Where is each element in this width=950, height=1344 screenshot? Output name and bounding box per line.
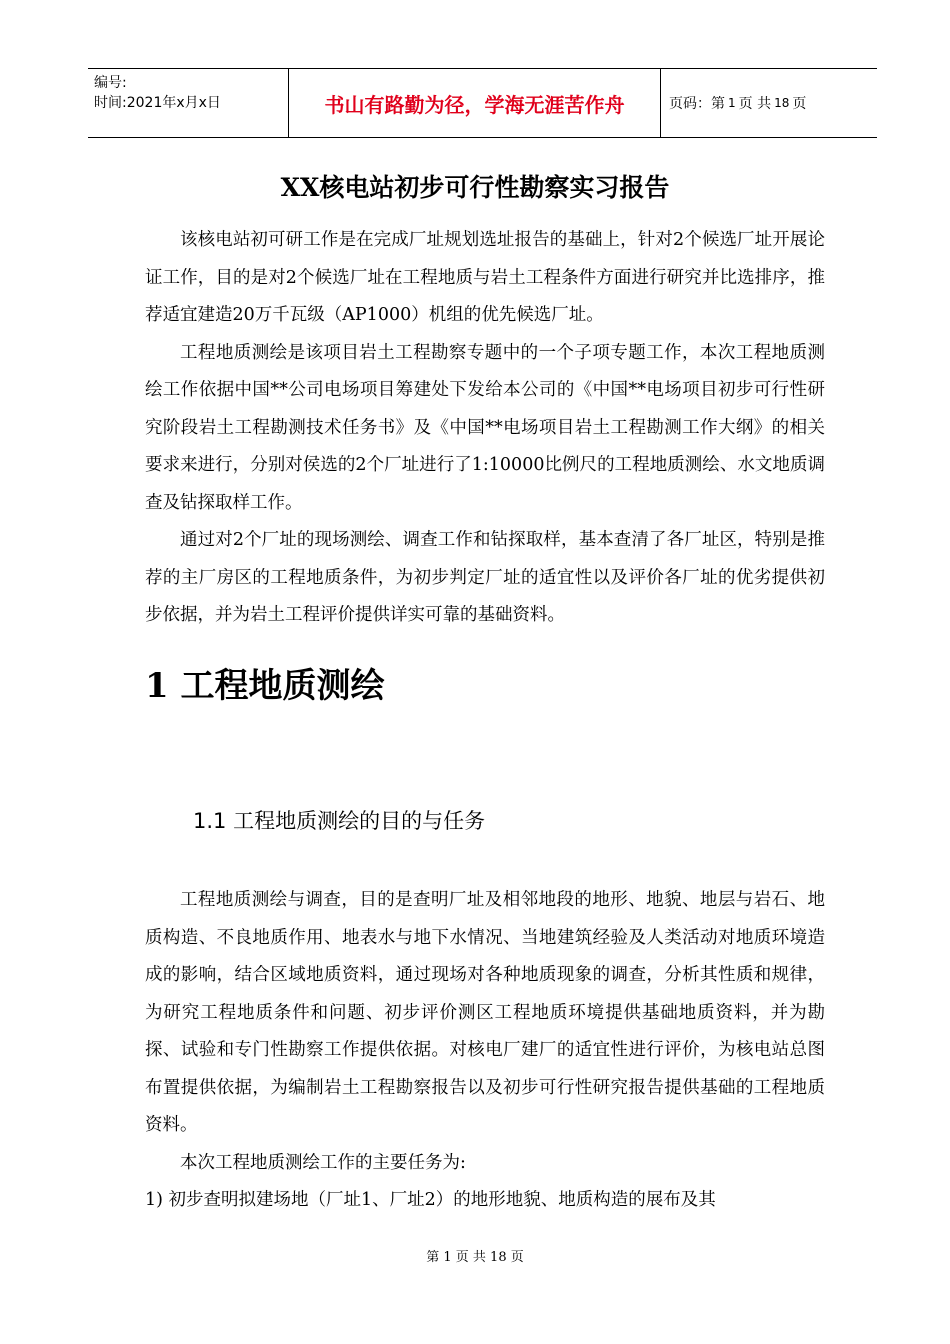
page-footer: 第 1 页 共 18 页	[426, 1250, 524, 1265]
body-paragraph: 工程地质测绘与调查，目的是查明厂址及相邻地段的地形、地貌、地层与岩石、地质构造、不良地质作用、地表水与地下水情况、当地建筑经验及人类活动对地质环境造成的影响，结合区域地质资料，通过现场对各种地质现象的调查，分析其性质和规律，为研究工程地质条件和问题、初步评价测区工程地质环境提供基础地质资料，并为勘探、试验和专门性勘察工作提供依据。对核电厂建厂的适宜性进行评价，为核电站总图布置提供依据，为编制岩土工程勘察报告以及初步可行性研究报告提供基础的工程地质资料。	[145, 890, 825, 1135]
document-number-label: 编号:	[94, 75, 127, 91]
header-meta	[88, 69, 288, 137]
page-total: 18	[774, 96, 790, 110]
page-header	[88, 68, 877, 138]
section-heading-1-1: 1.1 工程地质测绘的目的与任务	[193, 809, 486, 833]
intro-paragraph: 该核电站初可研工作是在完成厂址规划选址报告的基础上，针对2个候选厂址开展论证工作，目的是对2个候选厂址在工程地质与岩土工程条件方面进行研究并比选排序，推荐适宜建造20万千瓦级（AP1000）机组的优先候选厂址。	[145, 230, 825, 325]
task-list-item: 1) 初步查明拟建场地（厂址1、厂址2）的地形地貌、地质构造的展布及其	[145, 1190, 716, 1210]
page-prefix: 页码：第	[669, 96, 725, 112]
header-page-info	[661, 69, 877, 137]
page-current: 1	[728, 96, 736, 110]
document-title: XX核电站初步可行性勘察实习报告	[280, 173, 670, 202]
section-1-1-body	[145, 882, 825, 1220]
body-paragraph: 本次工程地质测绘工作的主要任务为:	[180, 1152, 466, 1173]
intro-section	[145, 222, 825, 635]
section-heading-1: 1 工程地质测绘	[145, 666, 385, 706]
intro-paragraph: 通过对2个厂址的现场测绘、调查工作和钻探取样，基本查清了各厂址区，特别是推荐的主厂房区的工程地质条件，为初步判定厂址的适宜性以及评价各厂址的优劣提供初步依据，并为岩土工程评价提供详实可靠的基础资料。	[145, 530, 825, 625]
page-mid: 页 共	[738, 96, 772, 112]
header-motto: 书山有路勤为径，学海无涯苦作舟	[288, 69, 661, 137]
page-suffix: 页	[792, 96, 807, 112]
intro-paragraph: 工程地质测绘是该项目岩土工程勘察专题中的一个子项专题工作，本次工程地质测绘工作依据中国**公司电场项目筹建处下发给本公司的《中国**电场项目初步可行性研究阶段岩土工程勘测技术任务书》及《中国**电场项目岩土工程勘测工作大纲》的相关要求来进行，分别对侯选的2个厂址进行了1:10000比例尺的工程地质测绘、水文地质调查及钻探取样工作。	[145, 342, 825, 513]
document-time-label: 时间:2021年x月x日	[94, 95, 221, 111]
